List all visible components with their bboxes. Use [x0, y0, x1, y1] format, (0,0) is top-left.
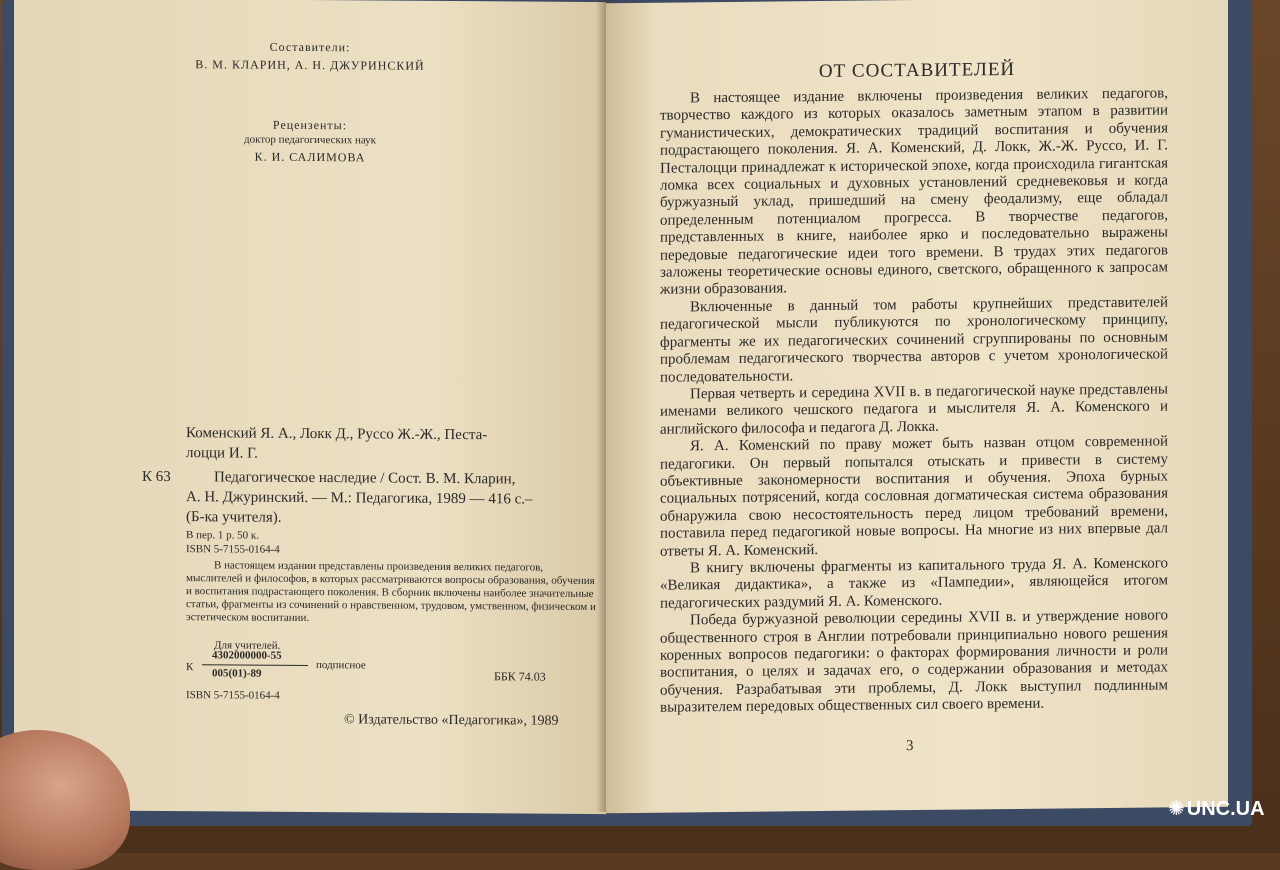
paragraph: Победа буржуазной революции середины XVII в. и утверждение нового общественного строя в Англии потребовали принципиально нового решения коренных вопросов педагогики: о факторах формирования личности и роли воспитания, о целях и задачах его, о содержании образования и методах обучения. Разрабатывая эти проблемы, Д. Локк выступил подлинным выразителем передовых общественных сил своего времени.: [660, 607, 1168, 716]
left-page: [14, 0, 606, 814]
right-page: [606, 0, 1228, 813]
fraction-bottom: 005(01)-89: [212, 667, 262, 680]
annotation: В настоящем издании представлены произведения великих педагогов, мыслителей и философов, в которых рассматриваются вопросы образования, обучения и воспитания подрастающего поколения. В сборник включены наиболее значительные статьи, фрагменты из сочинений о нравственном, трудовом, умственном, физическом и эстетическом воспитании.: [186, 559, 596, 624]
paragraph: В настоящее издание включены произведения великих педагогов, творчество каждого из которых оказалось заметным этапом в развитии гуманистических, демократических традиций воспитания и обучения подрастающего поколения. Я. А. Коменский, Д. Локк, Ж.-Ж. Руссо, И. Г. Песталоцци принадлежат к исторической эпохе, когда происходила гигантская ломка всех социальных и духовных установлений средневековья и когда буржуазный уклад, пришедший на смену феодализму, еще обладал определенным потенциалом прогресса. В творчестве педагогов, представленных в книге, наиболее ярко и последовательно выражены передовые педагогические идеи того времени. В трудах этих педагогов заложены теоретические основы единого, светского, обращенного к запросам жизни образования.: [660, 85, 1168, 299]
subscription: подписное: [316, 659, 366, 672]
copyright: © Издательство «Педагогика», 1989: [344, 712, 559, 729]
reviewer-title: доктор педагогических наук: [243, 133, 377, 147]
authors-line-2: лоцци И. Г.: [186, 445, 258, 462]
biblio-line-1: Педагогическое наследие / Сост. В. М. Кларин,: [214, 469, 516, 488]
authors-line-1: Коменский Я. А., Локк Д., Руссо Ж.-Ж., Песта-: [186, 425, 488, 444]
paragraph: Включенные в данный том работы крупнейших представителей педагогической мысли публикуются по хронологическому принципу, фрагменты же их педагогических сочинений сгруппированы по основным проблемам педагогического творчества авторов с учетом хронологической последовательности.: [660, 294, 1168, 386]
catalog-code: К 63: [142, 468, 171, 486]
compilers-label: Составители:: [269, 39, 351, 55]
fraction-top: 4302000000-55: [212, 649, 282, 662]
isbn-top: ISBN 5-7155-0164-4: [186, 543, 280, 556]
watermark: [1168, 796, 1265, 821]
compilers-names: В. М. КЛАРИН, А. Н. ДЖУРИНСКИЙ: [195, 57, 425, 73]
audience: Для учителей.: [214, 639, 281, 652]
bbk: ББК 74.03: [494, 669, 546, 684]
paragraph: Я. А. Коменский по праву может быть назван отцом современной педагогики. Он первый попытался отыскать и привести в систему объективные закономерности воспитания и обучения. Эпоха бурных социальных потрясений, когда сословная догматическая система образования обнаружила свою несостоятельность перед лицом требований времени, поставила перед педагогикой новые вопросы. На многие из них впервые дал ответы Я. А. Коменский.: [660, 433, 1168, 560]
sun-logo-icon: ✺: [1168, 798, 1185, 820]
paragraph: Первая четверть и середина XVII в. в педагогической науке представлены именами великого чешского педагога и мыслителя Я. А. Коменского и английского философа и педагога Д. Локка.: [660, 381, 1168, 438]
page-title: ОТ СОСТАВИТЕЛЕЙ: [818, 58, 1016, 83]
page-number: 3: [906, 738, 914, 755]
paragraph: В книгу включены фрагменты из капитального труда Я. А. Коменского «Великая дидактика», а также из «Пампедии», являющейся итогом педагогических раздумий Я. А. Коменского.: [660, 555, 1168, 612]
watermark-text: UNC.UA: [1186, 798, 1265, 820]
biblio-line-3: (Б-ка учителя).: [186, 509, 282, 526]
reviewer-name: К. И. САЛИМОВА: [254, 149, 366, 165]
biblio-line-2: А. Н. Джуринский. — М.: Педагогика, 1989 — 416 с.–: [186, 489, 533, 508]
reviewers-label: Рецензенты:: [272, 117, 348, 133]
fraction-line: [202, 664, 308, 666]
preface-text: [660, 85, 1168, 717]
isbn-bottom: ISBN 5-7155-0164-4: [186, 689, 280, 702]
fraction-k: К: [186, 661, 194, 674]
price: В пер. 1 р. 50 к.: [186, 529, 259, 542]
